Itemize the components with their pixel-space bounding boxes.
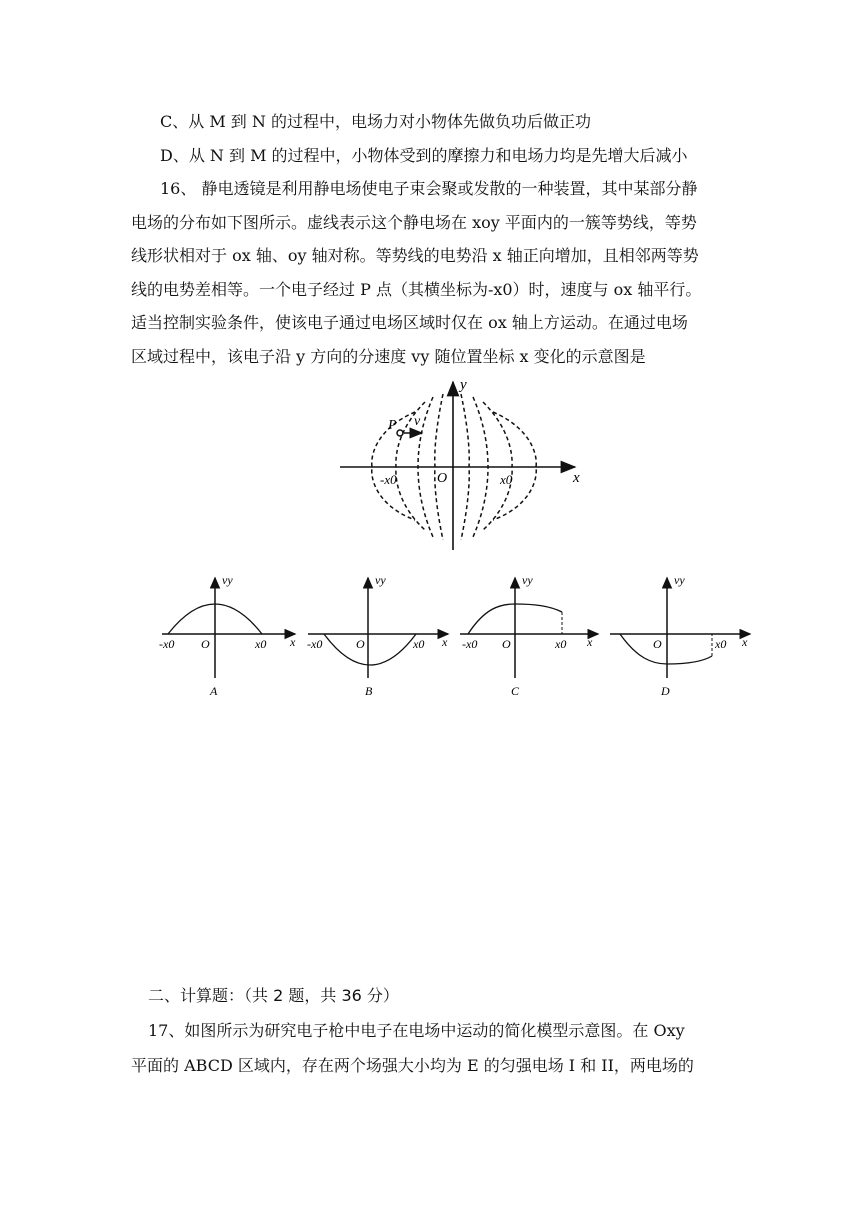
option-a-neg: -x0 — [159, 637, 175, 651]
electron-p — [397, 430, 403, 436]
q16-line-4: 线的电势差相等。一个电子经过 P 点（其横坐标为-x0）时，速度与 ox 轴平行。 — [131, 280, 702, 299]
equipotential-right-outer — [493, 412, 536, 520]
neg-x0-label: -x0 — [380, 472, 397, 487]
option-b-vy: vy — [375, 573, 386, 587]
q17-line-2: 平面的 ABCD 区域内，存在两个场强大小均为 E 的匀强电场 I 和 II，两电场的 — [131, 1056, 694, 1075]
q16-line-2: 电场的分布如下图所示。虚线表示这个静电场在 xoy 平面内的一簇等势线，等势 — [131, 213, 697, 232]
curve-b — [324, 634, 416, 665]
option-c-letter: C — [511, 684, 520, 698]
option-c-x: x — [587, 635, 593, 649]
option-a-pos: x0 — [255, 637, 267, 651]
origin-label: O — [437, 471, 448, 486]
option-d-vy: vy — [674, 573, 685, 587]
equipotential-left-2 — [396, 402, 425, 530]
option-d-x: x — [742, 635, 748, 649]
option-c-vy: vy — [522, 573, 533, 587]
x-axis-label: x — [573, 470, 580, 486]
option-a-letter: A — [210, 684, 218, 698]
option-a-graph — [159, 573, 296, 698]
pos-x0-label: x0 — [500, 472, 513, 487]
option-d-letter: D — [661, 684, 670, 698]
option-b-x: x — [442, 635, 448, 649]
option-b-neg: -x0 — [307, 637, 323, 651]
option-graphs — [150, 568, 760, 703]
option-a-vy: vy — [222, 573, 233, 587]
option-d: D、从 N 到 M 的过程中，小物体受到的摩擦力和电场力均是先增大后减小 — [160, 146, 688, 165]
option-a-o: O — [201, 637, 210, 651]
option-b-letter: B — [365, 684, 373, 698]
option-c-pos: x0 — [555, 637, 567, 651]
option-d-graph — [610, 573, 750, 698]
option-c: C、从 M 到 N 的过程中，电场力对小物体先做负功后做正功 — [160, 112, 591, 131]
curve-d — [620, 634, 712, 664]
option-d-pos: x0 — [715, 637, 727, 651]
v-label: v — [414, 414, 421, 429]
q16-line-1: 16、 静电透镜是利用静电场使电子束会聚或发散的一种装置，其中某部分静 — [160, 179, 698, 198]
q16-line-3: 线形状相对于 ox 轴、oy 轴对称。等势线的电势沿 x 轴正向增加，且相邻两等势 — [131, 246, 699, 265]
y-axis-label: y — [460, 377, 467, 393]
q17-line-1: 17、如图所示为研究电子枪中电子在电场中运动的简化模型示意图。在 Oxy — [148, 1021, 685, 1040]
option-b-o: O — [356, 637, 365, 651]
option-c-o: O — [502, 637, 511, 651]
section-2-heading: 二、计算题：（共 2 题，共 36 分） — [148, 986, 399, 1005]
option-b-graph — [307, 573, 448, 698]
option-b-pos: x0 — [413, 637, 425, 651]
option-d-o: O — [653, 637, 662, 651]
equipotential-figure — [330, 372, 590, 554]
p-label: P — [388, 418, 397, 433]
option-c-neg: -x0 — [462, 637, 478, 651]
option-a-x: x — [290, 635, 296, 649]
q16-line-6: 区域过程中，该电子沿 y 方向的分速度 vy 随位置坐标 x 变化的示意图是 — [131, 347, 646, 366]
q16-line-5: 适当控制实验条件，使该电子通过电场区域时仅在 ox 轴上方运动。在通过电场 — [131, 313, 688, 332]
option-c-graph — [460, 573, 598, 698]
